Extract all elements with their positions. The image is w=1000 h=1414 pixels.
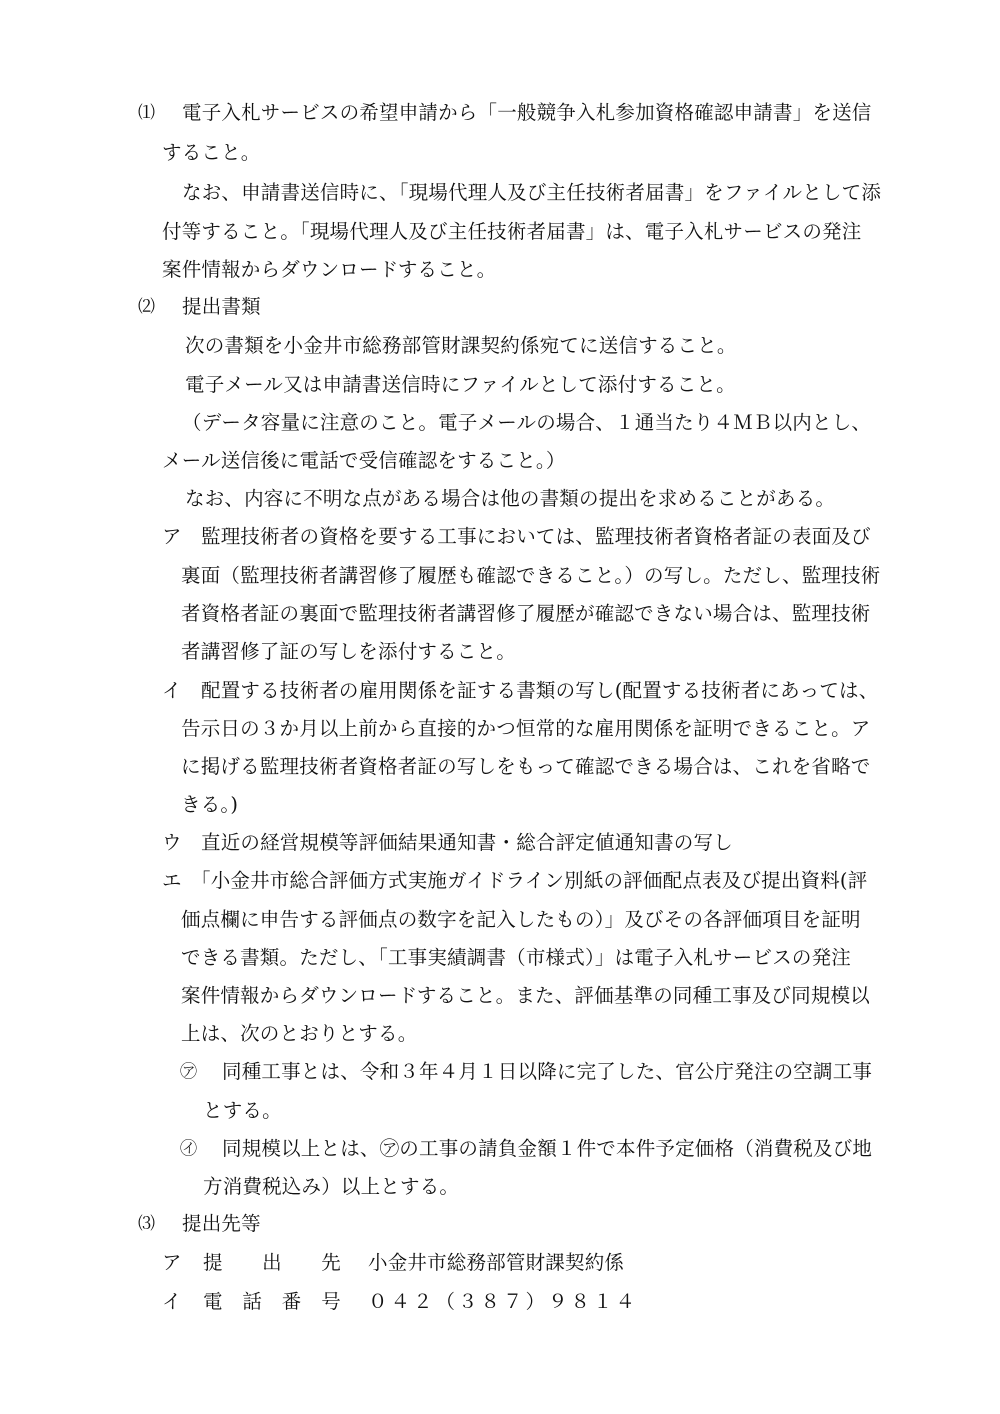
section-1-line-1: 電子入札サービスの希望申請から「一般競争入札参加資格確認申請書」を送信 (182, 101, 872, 124)
subitem-a-line-1: 同種工事とは、令和３年４月１日以降に完了した、官公庁発注の空調工事 (222, 1060, 873, 1083)
subitem-a-line-2: とする。 (203, 1099, 282, 1122)
item-e-line-1: 「小金井市総合評価方式実施ガイドライン別紙の評価配点表及び提出資料(評 (191, 869, 868, 892)
item-a-line-3: 者資格者証の裏面で監理技術者講習修了履歴が確認できない場合は、監理技術 (181, 602, 871, 625)
item-a-marker: ア (162, 525, 182, 548)
section-2-intro-3: （データ容量に注意のこと。電子メールの場合、１通当たり４ＭＢ以内とし、 (182, 411, 872, 434)
item-a-line-1: 監理技術者の資格を要する工事においては、監理技術者資格者証の表面及び (201, 525, 871, 548)
item-i-line-3: に掲げる監理技術者資格者証の写しをもって確認できる場合は、これを省略で (181, 755, 871, 778)
item-a-line-2: 裏面（監理技術者講習修了履歴も確認できること。）の写し。ただし、監理技術 (181, 564, 881, 587)
submission-row-i-marker: イ (162, 1290, 182, 1313)
item-e-line-3: できる書類。ただし、「工事実績調書（市様式）」は電子入札サービスの発注 (181, 946, 852, 969)
section-2-intro-2: 電子メール又は申請書送信時にファイルとして添付すること。 (185, 373, 736, 396)
item-i-marker: イ (162, 679, 182, 702)
section-2-intro-1: 次の書類を小金井市総務部管財課契約係宛てに送信すること。 (185, 334, 737, 357)
item-e-line-2: 価点欄に申告する評価点の数字を記入したもの）」及びその各評価項目を証明 (181, 908, 861, 931)
section-3-marker: ⑶ (138, 1214, 155, 1234)
item-i-line-2: 告示日の３か月以上前から直接的かつ恒常的な雇用関係を証明できること。ア (181, 717, 871, 740)
subitem-i-line-2: 方消費税込み）以上とする。 (203, 1175, 460, 1198)
item-a-line-4: 者講習修了証の写しを添付すること。 (181, 640, 516, 663)
item-e-marker: エ (162, 869, 182, 892)
section-2-intro-5: なお、内容に不明な点がある場合は他の書類の提出を求めることがある。 (185, 487, 836, 510)
subitem-i-marker: ㋑ (180, 1139, 197, 1159)
item-e-line-5: 上は、次のとおりとする。 (181, 1022, 418, 1045)
section-1-line-2: すること。 (162, 141, 261, 164)
submission-row-a-marker: ア (162, 1251, 182, 1274)
item-i-line-1: 配置する技術者の雇用関係を証する書類の写し(配置する技術者にあっては、 (201, 679, 879, 702)
item-u-line-1: 直近の経営規模等評価結果通知書・総合評定値通知書の写し (201, 831, 733, 854)
section-2-title: 提出書類 (182, 295, 261, 318)
section-2-intro-4: メール送信後に電話で受信確認をすること。） (162, 449, 566, 472)
item-e-line-4: 案件情報からダウンロードすること。また、評価基準の同種工事及び同規模以 (181, 984, 870, 1007)
submission-destination-value: 小金井市総務部管財課契約係 (368, 1251, 625, 1274)
item-u-marker: ウ (162, 831, 182, 854)
section-2-marker: ⑵ (138, 297, 155, 317)
section-1-line-5: 案件情報からダウンロードすること。 (162, 258, 497, 281)
subitem-i-line-1: 同規模以上とは、㋐の工事の請負金額１件で本件予定価格（消費税及び地 (222, 1137, 873, 1160)
section-1-marker: ⑴ (138, 103, 155, 123)
phone-number-value: ０４２（３８７）９８１４ (368, 1290, 639, 1313)
submission-destination-label: 提 出 先 (203, 1251, 341, 1274)
section-3-title: 提出先等 (182, 1212, 261, 1235)
section-1-line-3: なお、申請書送信時に、「現場代理人及び主任技術者届書」をファイルとして添 (182, 181, 882, 204)
section-1-line-4: 付等すること。「現場代理人及び主任技術者届書」は、電子入札サービスの発注 (162, 220, 862, 243)
item-i-line-4: きる。) (181, 793, 239, 816)
phone-number-label: 電 話 番 号 (203, 1290, 341, 1313)
subitem-a-marker: ㋐ (180, 1062, 197, 1082)
